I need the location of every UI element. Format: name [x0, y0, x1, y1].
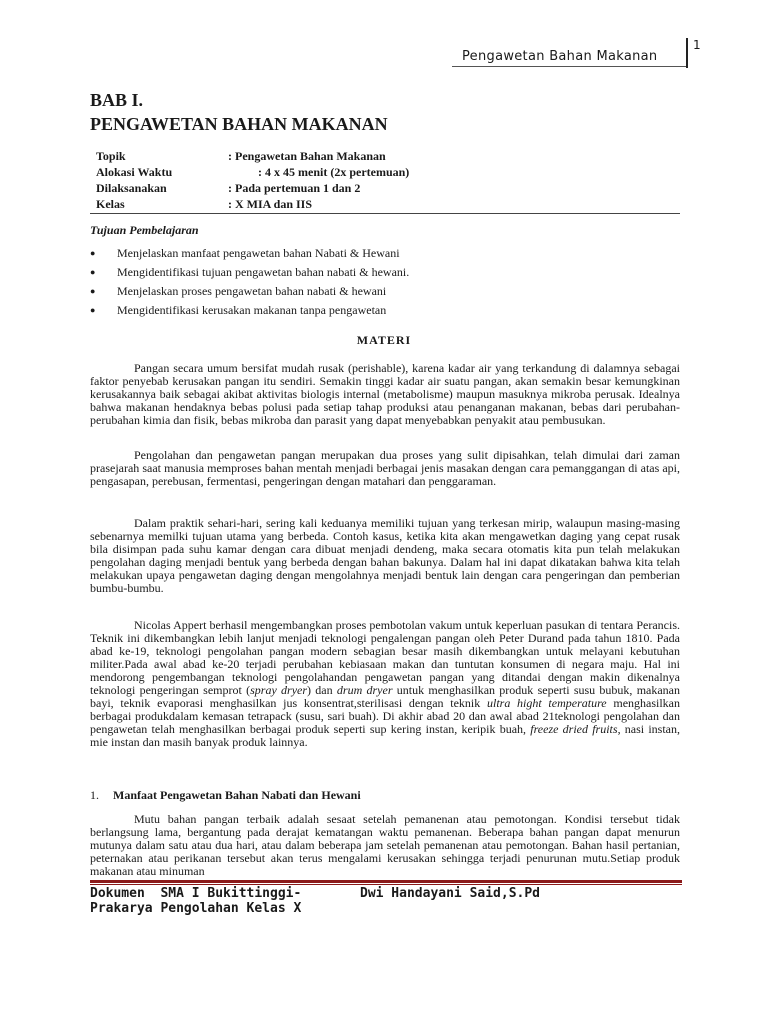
info-label: Dilaksanakan: [96, 181, 167, 195]
subsection-title: Manfaat Pengawetan Bahan Nabati dan Hewani: [113, 788, 361, 802]
info-label: Topik: [96, 149, 126, 163]
running-header-title: Pengawetan Bahan Makanan: [462, 49, 658, 64]
page-number: 1: [693, 38, 701, 52]
paragraph-5: Mutu bahan pangan terbaik adalah sesaat setelah pemanenan atau pemotongan. Kondisi tersebut tidak berlangsung lama, bergantung pada derajat kematangan waktu pemanenan. Beberapa bahan pangan dapat menurun mutunya dalam satu atau dua hari, atau dalam beberapa jam setelah pemanenan atau pemotongan. Bahan hasil pertanian, peternakan atau perikanan tersebut akan terus mengalami kerusakan sehingga terjadi penurunan mutu.Setiap produk makanan atau minuman: [90, 812, 680, 878]
bullet-icon: ●: [90, 267, 96, 277]
paragraph-1: Pangan secara umum bersifat mudah rusak (perishable), karena kadar air yang terkandung di dalamnya sebagai faktor penyebab kerusakan pangan itu sendiri. Semakin tinggi kadar air suatu pangan, akan semakin besar kemungkinan kerusakannya baik sebagai akibat aktivitas biologis internal (metabolisme) maupun masuknya mikroba perusak. Idealnya bahwa makanan hendaknya bebas polusi pada setiap tahap produksi atau penanganan makanan, bebas dari perubahan-perubahan kimia dan fisik, bebas mikroba dan parasit yang dapat menyebabkan penyakit atau pembusukan.: [90, 361, 680, 427]
bullet-icon: ●: [90, 248, 96, 258]
info-value: : Pada pertemuan 1 dan 2: [228, 181, 361, 195]
info-value: : 4 x 45 menit (2x pertemuan): [258, 165, 410, 179]
paragraph-4: Nicolas Appert berhasil mengembangkan proses pembotolan vakum untuk keperluan pasukan di tentara Perancis. Teknik ini dikembangkan lebih lanjut menjadi teknologi pengalengan pangan oleh Peter Durand pada tahun 1810. Pada abad ke-19, teknologi pengolahan pangan modern sebagian besar masih dikembangkan untuk melayani kebutuhan militer.Pada awal abad ke-20 terjadi perubahan kebiasaan makan dan tuntutan konsumen di negara maju. Hal ini mendorong pengembangan teknologi pengolahandan pengawetan pangan yang ditandai dengan makin dikenalnya teknologi pengeringan semprot (spray dryer) dan drum dryer untuk menghasilkan produk seperti susu bubuk, makanan bayi, teknik evaporasi menghasilkan jus konsentrat,sterilisasi dengan teknik ultra hight temperature menghasilkan berbagai produkdalam kemasan tetrapack (susu, sari buah). Di akhir abad 20 dan awal abad 21teknologi pengolahan dan pengawetan telah menghasilkan berbagai produk seperti sup kering instan, keripik buah, freeze dried fruits, nasi instan, mie instan dan masih banyak produk lainnya.: [90, 618, 681, 749]
footer-rule-thin: [90, 884, 682, 885]
subsection-heading: [90, 788, 361, 803]
bullet-icon: ●: [90, 286, 96, 296]
chapter-title: PENGAWETAN BAHAN MAKANAN: [90, 114, 388, 134]
materi-heading: MATERI: [356, 333, 412, 347]
chapter-heading: [90, 88, 388, 136]
subsection-number: 1.: [90, 788, 99, 802]
footer-rule: [90, 880, 682, 883]
footer-author: Dwi Handayani Said,S.Pd: [360, 886, 541, 901]
footer-document-info: [90, 886, 301, 916]
footer-line-2: Prakarya Pengolahan Kelas X: [90, 901, 302, 916]
footer-line-1: Dokumen SMA I Bukittinggi-: [90, 886, 302, 901]
bullet-icon: ●: [90, 305, 96, 315]
info-value: : Pengawetan Bahan Makanan: [228, 149, 386, 163]
objectives-heading: Tujuan Pembelajaran: [90, 223, 199, 237]
info-label: Kelas: [96, 197, 125, 211]
section-divider: [90, 213, 680, 214]
info-value: : X MIA dan IIS: [228, 197, 313, 211]
paragraph-3: Dalam praktik sehari-hari, sering kali keduanya memiliki tujuan yang terkesan mirip, walaupun masing-masing sebenarnya memilki tujuan utama yang berbeda. Contoh kasus, ketika kita akan mengawetkan daging yang cepat rusak bila disimpan pada suhu kamar dengan cara dibuat menjadi dendeng, maka secara otomatis kita pun telah melakukan pengolahan daging menjadi bentuk yang berbeda dengan bahan bakunya. Dalam hal ini dapat dikatakan bahwa kita telah melakukan upaya pengawetan daging dengan mengolahnya menjadi bentuk lain dengan cara pengeringan dan pemberian bumbu-bumbu.: [90, 516, 680, 595]
paragraph-2: Pengolahan dan pengawetan pangan merupakan dua proses yang sulit dipisahkan, telah dimulai dari zaman prasejarah saat manusia memproses bahan mentah menjadi berbagai jenis masakan dengan cara pemanggangan di atas api, pengasapan, perebusan, fermentasi, pengeringan dengan matahari dan penggaraman.: [90, 448, 680, 488]
header-vertical-bar: [686, 38, 688, 68]
info-label: Alokasi Waktu: [96, 165, 173, 179]
header-rule: [452, 66, 686, 67]
chapter-label: BAB I.: [90, 90, 144, 110]
